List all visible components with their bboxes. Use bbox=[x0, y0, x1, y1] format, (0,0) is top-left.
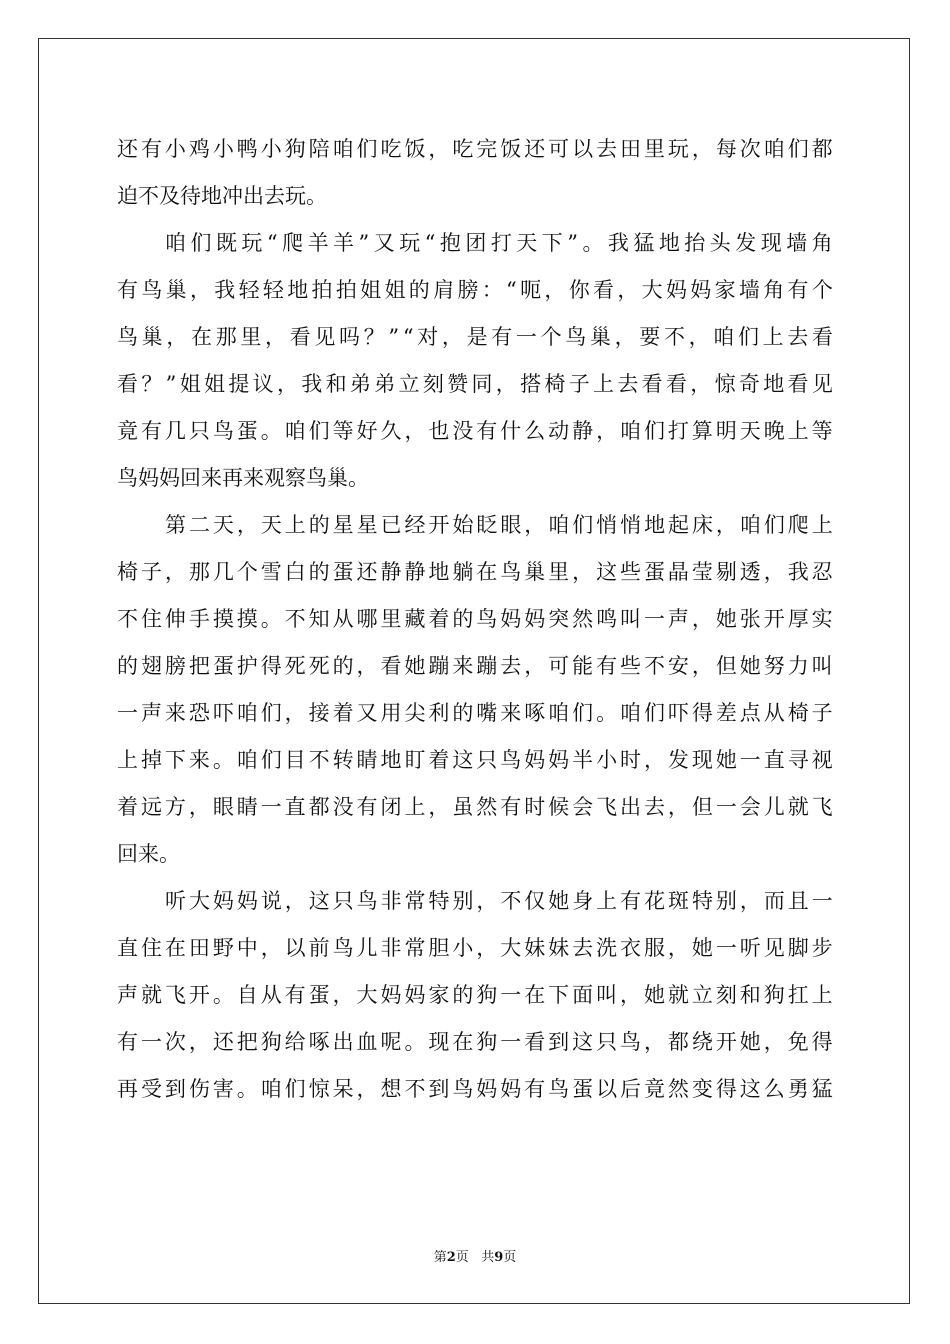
text-line: 椅 子 ， 那 几 个 雪 白 的 蛋 还 静 静 地 躺 在 鸟 巢 里 ， 这 些 蛋 晶 莹 剔 透 ， 我 忍 bbox=[117, 560, 833, 584]
text-line: 鸟 巢 ， 在 那 里 ， 看 见 吗 ？ ” “ 对 ， 是 有 一 个 鸟 巢 ， 要 不 ， 咱 们 上 去 看 bbox=[117, 325, 833, 349]
text-line: 再 受 到 伤 害 。 咱 们 惊 呆 ， 想 不 到 鸟 妈 妈 有 鸟 蛋 以 后 竟 然 变 得 这 么 勇 猛 bbox=[117, 1077, 833, 1101]
text-line: 看 ？ ” 姐 姐 提 议 ， 我 和 弟 弟 立 刻 赞 同 ， 搭 椅 子 上 去 看 看 ， 惊 奇 地 看 见 bbox=[117, 372, 833, 396]
text-line: 声 就 飞 开 。 自 从 有 蛋 ， 大 妈 妈 家 的 狗 一 在 下 面 叫 ， 她 就 立 刻 和 狗 扛 上 bbox=[117, 983, 833, 1007]
page-number: 2 bbox=[446, 1250, 456, 1265]
text-line: 第 二 天 ， 天 上 的 星 星 已 经 开 始 眨 眼 ， 咱 们 悄 悄 地 起 床 ， 咱 们 爬 上 bbox=[165, 513, 833, 537]
total-suffix: 页 bbox=[503, 1250, 517, 1265]
text-line: 听 大 妈 妈 说 ， 这 只 鸟 非 常 特 别 ， 不 仅 她 身 上 有 花 斑 特 别 ， 而 且 一 bbox=[165, 889, 833, 913]
paragraph bbox=[117, 126, 833, 220]
text-line: 上 掉 下 来 。 咱 们 目 不 转 睛 地 盯 着 这 只 鸟 妈 妈 半 小 时 ， 发 现 她 一 直 寻 视 bbox=[117, 748, 833, 772]
paragraph bbox=[117, 220, 833, 502]
total-pages: 9 bbox=[494, 1250, 504, 1265]
page-suffix: 页 bbox=[455, 1250, 469, 1265]
text-line: 不 住 伸 手 摸 摸 。 不 知 从 哪 里 藏 着 的 鸟 妈 妈 突 然 鸣 叫 一 声 ， 她 张 开 厚 实 bbox=[117, 607, 833, 631]
text-line: 有 一 次 ， 还 把 狗 给 啄 出 血 呢 。 现 在 狗 一 看 到 这 只 鸟 ， 都 绕 开 她 ， 免 得 bbox=[117, 1030, 833, 1054]
page-prefix: 第 bbox=[433, 1250, 447, 1265]
document-body bbox=[117, 126, 833, 1113]
paragraph bbox=[117, 502, 833, 878]
paragraph bbox=[117, 878, 833, 1113]
text-line: 还 有 小 鸡 小 鸭 小 狗 陪 咱 们 吃 饭 ， 吃 完 饭 还 可 以 去 田 里 玩 ， 每 次 咱 们 都 bbox=[117, 137, 833, 161]
text-line: 着 远 方 ， 眼 睛 一 直 都 没 有 闭 上 ， 虽 然 有 时 候 会 飞 出 去 ， 但 一 会 儿 就 飞 bbox=[117, 795, 833, 819]
text-line: 竟 有 几 只 鸟 蛋 。 咱 们 等 好 久 ， 也 没 有 什 么 动 静 ， 咱 们 打 算 明 天 晚 上 等 bbox=[117, 419, 833, 443]
page-footer bbox=[0, 1246, 950, 1265]
text-line: 一 声 来 恐 吓 咱 们 ， 接 着 又 用 尖 利 的 嘴 来 啄 咱 们 。 咱 们 吓 得 差 点 从 椅 子 bbox=[117, 701, 833, 725]
text-line: 迫不及待地冲出去玩。 bbox=[117, 184, 327, 208]
text-line: 咱 们 既 玩 “ 爬 羊 羊 ” 又 玩 “ 抱 团 打 天 下 ” 。 我 猛 地 抬 头 发 现 墙 角 bbox=[165, 231, 833, 255]
text-line: 鸟妈妈回来再来观察鸟巢。 bbox=[117, 466, 369, 490]
text-line: 回来。 bbox=[117, 842, 180, 866]
total-prefix: 共 bbox=[481, 1250, 495, 1265]
text-line: 直 住 在 田 野 中 ， 以 前 鸟 儿 非 常 胆 小 ， 大 妹 妹 去 洗 衣 服 ， 她 一 听 见 脚 步 bbox=[117, 936, 833, 960]
text-line: 的 翅 膀 把 蛋 护 得 死 死 的 ， 看 她 蹦 来 蹦 去 ， 可 能 有 些 不 安 ， 但 她 努 力 叫 bbox=[117, 654, 833, 678]
text-line: 有 鸟 巢 ， 我 轻 轻 地 拍 拍 姐 姐 的 肩 膀 ： “ 呃 ， 你 看 ， 大 妈 妈 家 墙 角 有 个 bbox=[117, 278, 833, 302]
